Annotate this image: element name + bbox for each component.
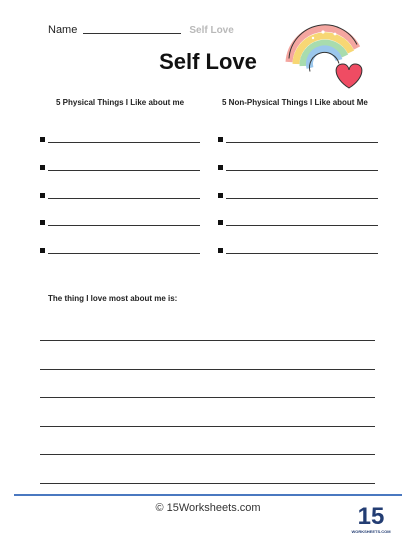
bullet-icon [218, 248, 223, 253]
non-physical-things-list [218, 130, 378, 269]
list-item[interactable] [218, 213, 378, 226]
page-title: Self Love [159, 49, 257, 74]
writing-line[interactable] [40, 397, 375, 398]
answer-line[interactable] [48, 170, 200, 171]
answer-line[interactable] [48, 225, 200, 226]
name-field[interactable] [83, 33, 181, 34]
writing-line[interactable] [40, 454, 375, 455]
list-item[interactable] [40, 241, 200, 254]
answer-line[interactable] [48, 142, 200, 143]
list-item[interactable] [218, 186, 378, 199]
writing-line[interactable] [40, 426, 375, 427]
list-item[interactable] [40, 213, 200, 226]
bullet-icon [218, 165, 223, 170]
bullet-icon [40, 165, 45, 170]
list-item[interactable] [218, 158, 378, 171]
essay-prompt: The thing I love most about me is: [48, 294, 178, 303]
essay-answer-area[interactable] [40, 340, 375, 512]
list-item[interactable] [218, 130, 378, 143]
list-item[interactable] [40, 158, 200, 171]
answer-line[interactable] [226, 253, 378, 254]
answer-line[interactable] [226, 142, 378, 143]
answer-line[interactable] [48, 198, 200, 199]
left-column-heading: 5 Physical Things I Like about me [56, 98, 185, 107]
list-item[interactable] [40, 130, 200, 143]
logo-word: WORKSHEETS.COM [351, 529, 391, 534]
answer-line[interactable] [226, 198, 378, 199]
list-item[interactable] [218, 241, 378, 254]
answer-line[interactable] [226, 170, 378, 171]
bullet-icon [40, 137, 45, 142]
worksheets-logo [351, 500, 391, 536]
bullet-icon [218, 137, 223, 142]
bullet-icon [218, 220, 223, 225]
footer-copyright: © 15Worksheets.com [155, 502, 261, 514]
footer-divider [14, 494, 402, 496]
right-column-heading: 5 Non-Physical Things I Like about Me [222, 98, 368, 107]
physical-things-list [40, 130, 200, 269]
answer-line[interactable] [48, 253, 200, 254]
logo-number: 15 [357, 503, 385, 530]
bullet-icon [40, 193, 45, 198]
bullet-icon [40, 248, 45, 253]
bullet-icon [218, 193, 223, 198]
answer-line[interactable] [226, 225, 378, 226]
writing-line[interactable] [40, 369, 375, 370]
list-item[interactable] [40, 186, 200, 199]
worksheet-subtitle: Self Love [189, 25, 234, 36]
name-label: Name [48, 24, 78, 36]
bullet-icon [40, 220, 45, 225]
writing-line[interactable] [40, 340, 375, 341]
writing-line[interactable] [40, 483, 375, 484]
name-row [48, 24, 234, 36]
